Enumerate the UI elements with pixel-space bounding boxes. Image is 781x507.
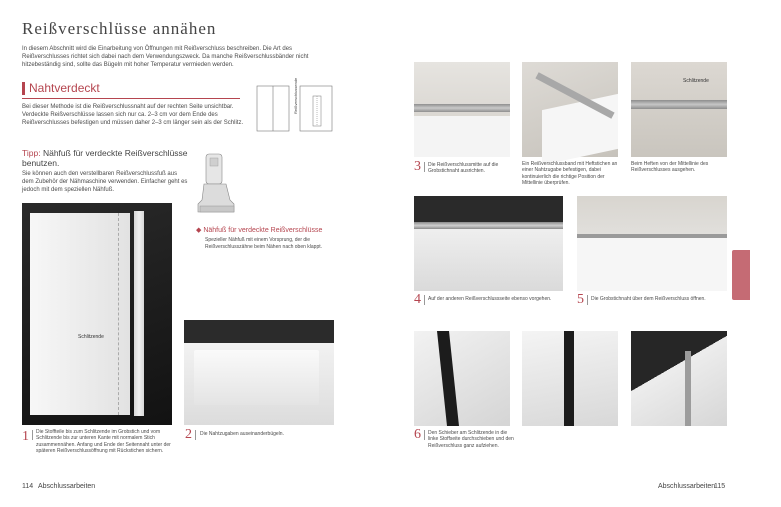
- photo-step-6b: [522, 331, 618, 426]
- step6-divider: [424, 430, 425, 440]
- fabric: [542, 94, 618, 165]
- fabric-seam: [118, 213, 119, 415]
- zipper: [414, 222, 563, 229]
- step1-divider: [32, 430, 33, 440]
- photo-step-6c: [631, 331, 727, 426]
- step3-num: 3: [414, 159, 421, 174]
- diagram-label: Reißverschlussende: [293, 77, 298, 114]
- fabric-fold: [194, 350, 319, 405]
- step2-divider: [195, 430, 196, 440]
- photo-step-3b: [522, 62, 618, 157]
- step1-caption: Die Stoffteile bis zum Schlitzende im Grobstich und vom Schlitzende bis zur unteren Kante mit normalem Stich zusammennähen. Anfang und Ende der Seitennaht unter der späteren Reißverschlussöffnung mit Rückstichen sichern.: [36, 429, 171, 455]
- section-marker: [22, 82, 25, 95]
- step5-divider: [587, 295, 588, 305]
- diamond-bullet-icon: ◆: [196, 227, 202, 234]
- zipper: [631, 100, 727, 109]
- right-footer-section: Abschlussarbeiten: [658, 483, 716, 490]
- tip-heading: [22, 148, 197, 168]
- step3-divider: [424, 162, 425, 172]
- zipper: [414, 104, 510, 112]
- left-page-number: 114: [22, 483, 34, 490]
- step3c-caption: Beim Heften von der Mittellinie des Reißverschlusses ausgehen.: [631, 161, 709, 174]
- section-heading: Nahtverdeckt: [29, 81, 100, 95]
- step2-caption: Die Nahtzugaben auseinanderbügeln.: [200, 431, 284, 437]
- step4-divider: [424, 295, 425, 305]
- left-footer-section: Abschlussarbeiten: [38, 483, 96, 490]
- presser-foot-illustration: [190, 150, 240, 220]
- right-page-number: 115: [714, 483, 726, 490]
- step3b-caption: Ein Reißverschlussband mit Heftstichen an einer Nahtzugabe befestigen, dabei kontinuierlich die richtige Position der Mittellinie überprüfen.: [522, 161, 618, 187]
- step2-num: 2: [185, 427, 192, 442]
- intro-paragraph: In diesem Abschnitt wird die Einarbeitung von Öffnungen mit Reißverschluss beschreiben. Die Art des Reißverschlusses richtet sich dabei nach dem Verwendungszweck. Da manche Reißverschlussbänder nicht hitzebeständig sind, sollte das Bügeln mit hoher Temperatur vermieden werden.: [22, 46, 309, 68]
- step5-caption: Die Grobstichnaht über dem Reißverschluss öffnen.: [591, 296, 706, 302]
- photo-label: Schlitzende: [683, 78, 709, 84]
- zipper: [577, 234, 727, 238]
- step4-num: 4: [414, 292, 421, 307]
- chapter-side-tab[interactable]: [732, 250, 781, 300]
- photo-step-6a: [414, 331, 510, 426]
- step1-num: 1: [22, 429, 29, 444]
- section-text: Bei dieser Methode ist die Reißverschlussnaht auf der rechten Seite unsichtbar. Verdeckte Reißverschlüsse lassen sich nur ca. 2–3 cm vor dem Ende des Reißverschlusses befestigen und müssen daher 2–3 cm länger sein als der Schlitz.: [22, 104, 244, 126]
- step3-caption: Die Reißverschlussmitte auf die Grobstichnaht ausrichten.: [428, 162, 499, 175]
- side-tab-label: Reißverschlüsse annähen: [776, 252, 781, 298]
- tip-label: Tipp:: [22, 148, 41, 158]
- left-page-title: Reißverschlüsse annähen: [22, 19, 217, 38]
- step4-caption: Auf der anderen Reißverschlussseite ebenso vorgehen.: [428, 296, 552, 302]
- section-rule: [22, 98, 240, 99]
- photo-step-5: [577, 196, 727, 291]
- photo-step-2: [184, 320, 334, 425]
- photo-step-1: [22, 203, 172, 425]
- step1-number: [22, 430, 29, 444]
- zipper: [134, 211, 144, 416]
- photo-step-3c: [631, 62, 727, 157]
- zipper: [685, 351, 691, 426]
- fabric: [414, 116, 510, 157]
- fabric-gap: [564, 331, 574, 426]
- fabric-gap: [437, 331, 459, 426]
- step5-num: 5: [577, 292, 584, 307]
- fabric: [577, 236, 727, 291]
- step6-caption: Den Schieber am Schlitzende in die linke Stoffseite durchschieben und den Reißverschluss ganz aufziehen.: [428, 430, 514, 449]
- tip-heading-text: Nähfuß für verdeckte Reißverschlüsse benutzen.: [22, 148, 188, 168]
- fabric-panel: [30, 213, 130, 415]
- foot-text: Spezieller Nähfuß mit einem Vorsprung, der die Reißverschlusszähne beim Nähen nach oben klappt.: [205, 237, 323, 250]
- photo-step-4: [414, 196, 563, 291]
- step6-num: 6: [414, 427, 421, 442]
- photo-step-3: [414, 62, 510, 157]
- tip-text: Sie können auch den verstellbaren Reißverschlussfuß aus dem Zubehör der Nähmaschine verwenden. Einfacher geht es jedoch mit dem speziellen Nähfuß.: [22, 171, 188, 193]
- foot-heading: [196, 226, 322, 234]
- photo1-label: Schlitzende: [78, 334, 104, 340]
- foot-heading-text: Nähfuß für verdeckte Reißverschlüsse: [203, 227, 323, 234]
